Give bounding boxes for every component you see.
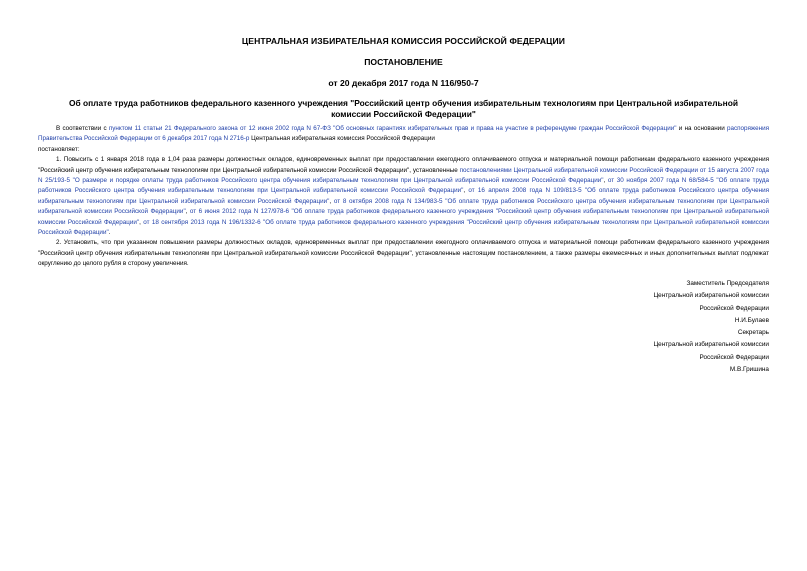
link-federal-law-67fz[interactable]: пунктом 11 статьи 21 Федерального закона от 12 июня 2002 года N 67-ФЗ "Об основных гарантиях избирательных прав и права на участие в референдуме граждан Российской Федерации" bbox=[108, 125, 677, 132]
link-resolution-109-813-5[interactable]: от 16 апреля 2008 года N 109/813-5 "Об оплате труда работников Российского центра обучения избирательным технологиям при Центральной избирательной комиссии Российской Федерации" bbox=[38, 187, 769, 205]
document-date-number: от 20 декабря 2017 года N 116/950-7 bbox=[328, 78, 479, 88]
link-government-order-2716r[interactable]: распоряжения Правительства Российской Федерации от 6 декабря 2017 года N 2716-р bbox=[38, 125, 769, 143]
link-resolution-127-978-6[interactable]: от 6 июня 2012 года N 127/978-6 "Об оплате труда работников федерального казенного учреждения "Российский центр обучения избирательным технологиям при Центральной избирательной комиссии Российской Федерации" bbox=[38, 208, 770, 226]
link-resolution-25-193-5[interactable]: постановлениями Центральной избирательной комиссии Российской Федерации от 15 августа 2007 года N 25/193-5 "О размере и порядке оплаты труда работников Российского центра обучения избирательным технологиям при Центральной избирательной комиссии Российской Федерации" bbox=[38, 166, 769, 185]
link-resolution-134-983-5[interactable]: от 8 октября 2008 года N 134/983-5 "Об оплате труда работников Российского центра обучения избирательным технологиям при Центральной избирательной комиссии Российской Федерации" bbox=[38, 197, 770, 216]
preamble-paragraph: В соответствии с пунктом 11 статьи 21 Федерального закона от 12 июня 2002 года N 67-ФЗ "Об основных гарантиях избирательных прав и права на участие в референдуме граждан Российской Федерации" и на основании распоряжения Правительства Российской Федерации от 6 декабря 2017 года N 2716-р Центральная избирательная комиссия Российской Федерации bbox=[38, 125, 769, 143]
signatory-name: М.В.Гришина bbox=[729, 366, 769, 374]
signatory-name: Н.И.Булаев bbox=[734, 316, 769, 324]
item-2-paragraph: 2. Установить, что при указанном повышении размеры должностных окладов, единовременных выплат при предоставлении ежегодного оплачиваемого отпуска и материальной помощи работникам федерального казенного учреждения "Российский центр обучения избирательным технологиям при Центральной избирательной комиссии Российской Федерации", установленные настоящим постановлением, а также размеры ежемесячных и иных дополнительных выплат подлежат округлению до целого рубля в сторону увеличения. bbox=[38, 239, 769, 268]
signature-line: Центральной избирательной комиссии bbox=[653, 292, 769, 300]
link-resolution-68-584-5[interactable]: от 30 ноября 2007 года N 68/584-5 "Об оплате труда работников Российского центра обучения избирательным технологиям при Центральной избирательной комиссии Российской Федерации" bbox=[38, 177, 770, 195]
organization-heading: ЦЕНТРАЛЬНАЯ ИЗБИРАТЕЛЬНАЯ КОМИССИЯ РОССИЙСКОЙ ФЕДЕРАЦИИ bbox=[241, 36, 566, 46]
document-title: Об оплате труда работников федерального казенного учреждения "Российский центр обучения избирательным технологиям при Центральной избирательной комиссии Российской Федерации" bbox=[68, 98, 738, 119]
document-body bbox=[38, 124, 769, 270]
signature-block bbox=[509, 278, 769, 376]
resolves-line: постановляет: bbox=[38, 145, 80, 153]
signature-line: Центральной избирательной комиссии bbox=[653, 341, 769, 349]
signature-line: Секретарь bbox=[737, 329, 769, 337]
link-resolution-196-1332-6[interactable]: от 18 сентября 2013 года N 196/1332-6 "Об оплате труда работников федерального казенного учреждения "Российский центр обучения избирательным технологиям при Центральной избирательной комиссии Российской Федерации" bbox=[38, 218, 770, 237]
item-1-paragraph: 1. Повысить с 1 января 2018 года в 1,04 раза размеры должностных окладов, единовременных выплат при предоставлении ежегодного оплачиваемого отпуска и материальной помощи работникам федерального казенного учреждения "Российский центр обучения избирательным технологиям при Центральной избирательной комиссии Российской Федерации", установленные постановлениями Центральной избирательной комиссии Российской Федерации от 15 августа 2007 года N 25/193-5 "О размере и порядке оплаты труда работников Российского центра обучения избирательным технологиям при Центральной избирательной комиссии Российской Федерации", от 30 ноября 2007 года N 68/584-5 "Об оплате труда работников Российского центра обучения избирательным технологиям при Центральной избирательной комиссии Российской Федерации", от 16 апреля 2008 года N 109/813-5 "Об оплате труда работников Российского центра обучения избирательным технологиям при Центральной избирательной комиссии Российской Федерации", от 8 октября 2008 года N 134/983-5 "Об оплате труда работников Российского центра обучения избирательным технологиям при Центральной избирательной комиссии Российской Федерации", от 6 июня 2012 года N 127/978-6 "Об оплате труда работников федерального казенного учреждения "Российский центр обучения избирательным технологиям при Центральной избирательной комиссии Российской Федерации", от 18 сентября 2013 года N 196/1332-6 "Об оплате труда работников федерального казенного учреждения "Российский центр обучения избирательным технологиям при Центральной избирательной комиссии Российской Федерации". bbox=[38, 156, 770, 237]
signature-line: Российской Федерации bbox=[699, 304, 769, 312]
signature-line: Заместитель Председателя bbox=[686, 280, 769, 287]
signature-line: Российской Федерации bbox=[699, 353, 769, 361]
document-type-heading: ПОСТАНОВЛЕНИЕ bbox=[364, 57, 443, 67]
